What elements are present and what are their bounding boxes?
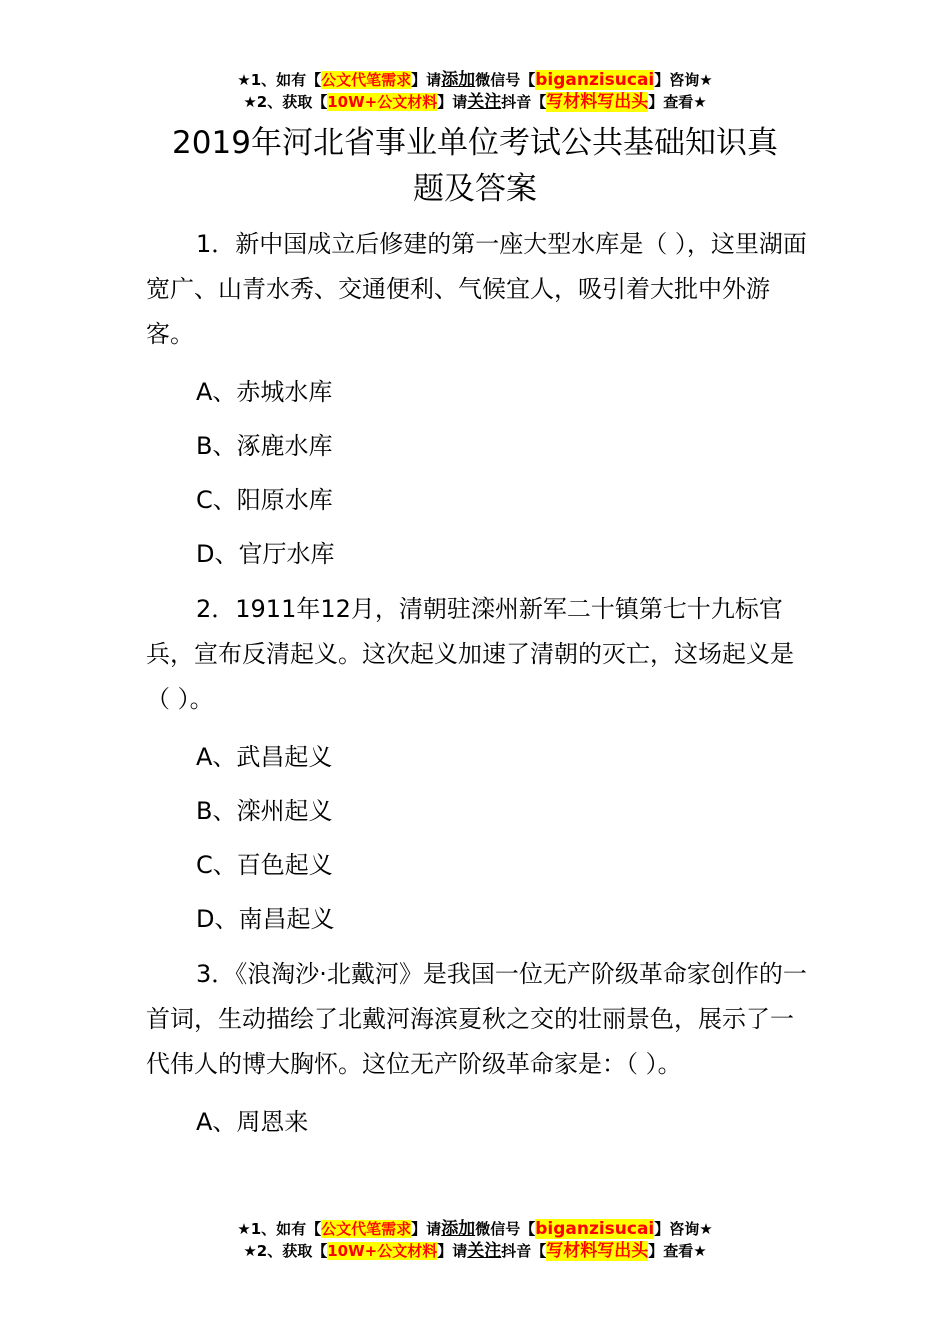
option-2c: C、百色起义	[196, 851, 333, 879]
banner-line-1	[0, 1218, 950, 1240]
banner-line-1	[0, 69, 950, 91]
banner-text: 抖音【	[501, 93, 547, 111]
highlight-wechat-id: biganzisucai	[535, 1219, 655, 1239]
option-1d: D、官厅水库	[196, 540, 335, 568]
banner-text: ★2、获取【	[243, 93, 328, 111]
banner-emphasis: 添加	[441, 1219, 476, 1239]
option-1c: C、阳原水库	[196, 486, 333, 514]
option-1b: B、涿鹿水库	[196, 432, 333, 460]
banner-emphasis: 添加	[441, 70, 476, 90]
banner-text: 】查看★	[648, 1242, 707, 1260]
banner-line-2	[0, 1240, 950, 1262]
banner-emphasis: 关注	[467, 92, 502, 112]
banner-text: 微信号【	[475, 1220, 536, 1238]
banner-text: 】请	[411, 71, 442, 89]
option-1a: A、赤城水库	[196, 378, 333, 406]
document-title	[0, 120, 950, 212]
option-3a: A、周恩来	[196, 1108, 309, 1136]
top-banner	[0, 69, 950, 113]
banner-text: 】请	[437, 93, 468, 111]
question-1: 1．新中国成立后修建的第一座大型水库是（ ），这里湖面宽广、山青水秀、交通便利、气候宜人，吸引着大批中外游客。	[146, 230, 807, 348]
highlight-materials: 10W+公文材料	[327, 93, 438, 111]
option-2a: A、武昌起义	[196, 743, 333, 771]
document-body	[146, 222, 808, 1149]
banner-text: ★2、获取【	[243, 1242, 328, 1260]
highlight-douyin-id: 写材料写出头	[546, 1241, 649, 1261]
question-3: 3．《浪淘沙·北戴河》是我国一位无产阶级革命家创作的一首词，生动描绘了北戴河海滨夏秋之交的壮丽景色，展示了一代伟人的博大胸怀。这位无产阶级革命家是：（ ）。	[146, 960, 807, 1078]
banner-emphasis: 关注	[467, 1241, 502, 1261]
title-line-2: 题及答案	[413, 171, 537, 207]
banner-text: 】请	[411, 1220, 442, 1238]
banner-text: ★1、如有【	[237, 1220, 322, 1238]
banner-text: 抖音【	[501, 1242, 547, 1260]
banner-text: 】查看★	[648, 93, 707, 111]
highlight-douyin-id: 写材料写出头	[546, 92, 649, 112]
highlight-wechat-id: biganzisucai	[535, 70, 655, 90]
banner-text: 】咨询★	[654, 1220, 713, 1238]
banner-text: 】咨询★	[654, 71, 713, 89]
banner-text: 】请	[437, 1242, 468, 1260]
highlight-materials: 10W+公文材料	[327, 1242, 438, 1260]
option-2d: D、南昌起义	[196, 905, 335, 933]
option-2b: B、滦州起义	[196, 797, 333, 825]
question-2: 2．1911年12月，清朝驻滦州新军二十镇第七十九标官兵，宣布反清起义。这次起义加速了清朝的灭亡，这场起义是（ ）。	[146, 595, 794, 713]
bottom-banner	[0, 1218, 950, 1262]
title-line-1: 2019年河北省事业单位考试公共基础知识真	[172, 125, 778, 161]
highlight-service: 公文代笔需求	[321, 1220, 412, 1238]
highlight-service: 公文代笔需求	[321, 71, 412, 89]
banner-text: ★1、如有【	[237, 71, 322, 89]
banner-line-2	[0, 91, 950, 113]
banner-text: 微信号【	[475, 71, 536, 89]
